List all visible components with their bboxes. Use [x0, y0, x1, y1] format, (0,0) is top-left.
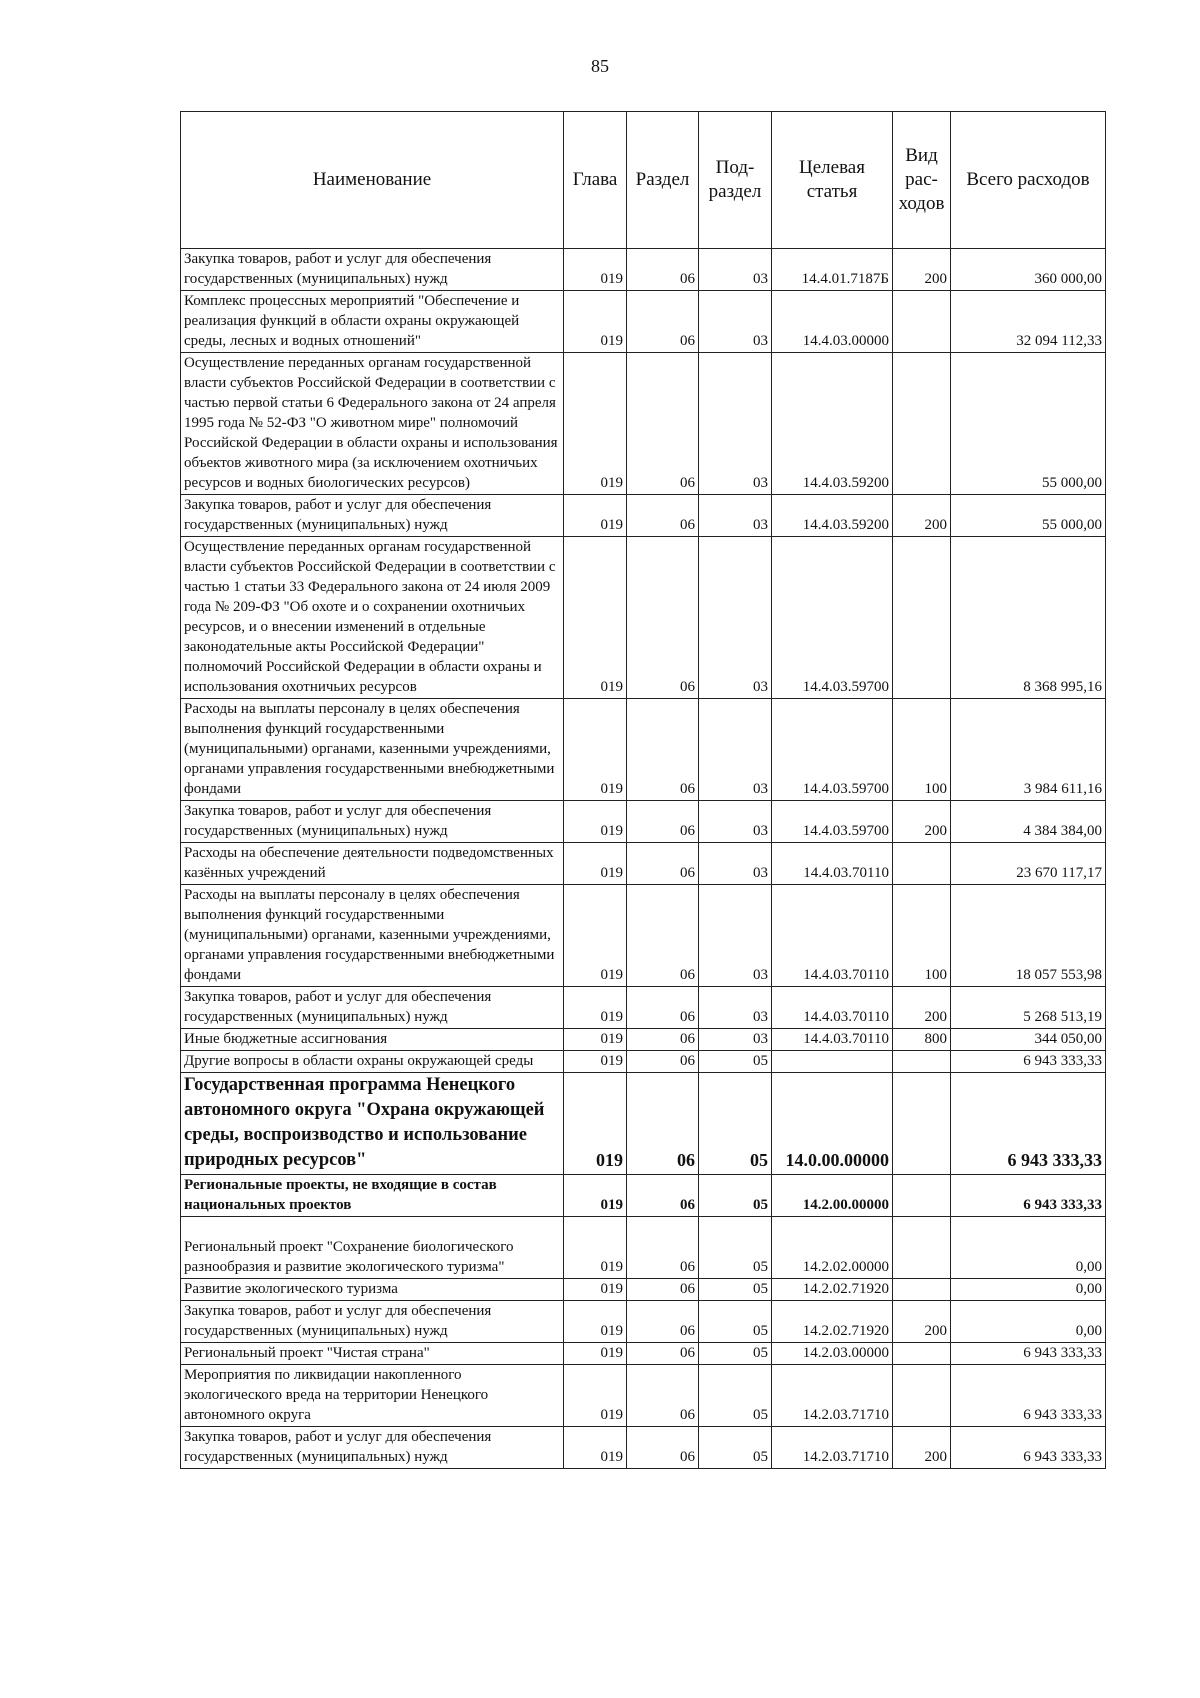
- row-section: 06: [627, 1427, 699, 1469]
- row-chapter: 019: [564, 1051, 627, 1073]
- row-name: Осуществление переданных органам государственной власти субъектов Российской Федерации в соответствии с частью 1 статьи 33 Федерального закона от 24 июля 2009 года № 209-ФЗ "Об охоте и о сохранении охотничьих ресурсов, и о внесении изменений в отдельные законодательные акты Российской Федерации" полномочий Российской Федерации в области охраны и использования охотничьих ресурсов: [181, 537, 564, 699]
- table-row: [181, 1427, 1106, 1469]
- row-section: 06: [627, 1175, 699, 1217]
- row-chapter: 019: [564, 353, 627, 495]
- header-name: Наименование: [181, 112, 564, 249]
- row-subsection: 05: [699, 1073, 772, 1175]
- row-subsection: 05: [699, 1301, 772, 1343]
- row-total: 8 368 995,16: [951, 537, 1106, 699]
- row-total: 6 943 333,33: [951, 1073, 1106, 1175]
- row-section: 06: [627, 987, 699, 1029]
- row-target: 14.2.03.00000: [772, 1343, 893, 1365]
- row-total: 360 000,00: [951, 249, 1106, 291]
- row-total: 18 057 553,98: [951, 885, 1106, 987]
- row-name: Закупка товаров, работ и услуг для обеспечения государственных (муниципальных) нужд: [181, 495, 564, 537]
- row-total: 23 670 117,17: [951, 843, 1106, 885]
- row-kind: 200: [893, 1301, 951, 1343]
- row-subsection: 03: [699, 801, 772, 843]
- row-name: Другие вопросы в области охраны окружающей среды: [181, 1051, 564, 1073]
- row-kind: [893, 1073, 951, 1175]
- row-target: 14.2.02.71920: [772, 1279, 893, 1301]
- row-chapter: 019: [564, 801, 627, 843]
- row-kind: [893, 1343, 951, 1365]
- row-chapter: 019: [564, 1029, 627, 1051]
- row-total: 3 984 611,16: [951, 699, 1106, 801]
- row-name: Развитие экологического туризма: [181, 1279, 564, 1301]
- row-name: Расходы на обеспечение деятельности подведомственных казённых учреждений: [181, 843, 564, 885]
- row-subsection: 03: [699, 699, 772, 801]
- row-target: 14.0.00.00000: [772, 1073, 893, 1175]
- header-kind: Вид рас- ходов: [893, 112, 951, 249]
- row-name: Региональный проект "Чистая страна": [181, 1343, 564, 1365]
- row-chapter: 019: [564, 1175, 627, 1217]
- table-row: [181, 699, 1106, 801]
- row-total: 6 943 333,33: [951, 1427, 1106, 1469]
- row-total: 55 000,00: [951, 353, 1106, 495]
- row-section: 06: [627, 495, 699, 537]
- row-name: Региональный проект "Сохранение биологического разнообразия и развитие экологического туризма": [181, 1217, 564, 1279]
- table-body: [181, 249, 1106, 1469]
- row-section: 06: [627, 843, 699, 885]
- row-subsection: 05: [699, 1217, 772, 1279]
- header-total: Всего расходов: [951, 112, 1106, 249]
- row-section: 06: [627, 885, 699, 987]
- table-row: [181, 843, 1106, 885]
- row-subsection: 03: [699, 987, 772, 1029]
- table-row: [181, 1051, 1106, 1073]
- row-section: 06: [627, 1217, 699, 1279]
- row-chapter: 019: [564, 1365, 627, 1427]
- row-total: 0,00: [951, 1279, 1106, 1301]
- row-section: 06: [627, 1365, 699, 1427]
- page-number: 85: [591, 56, 609, 76]
- row-section: 06: [627, 1073, 699, 1175]
- header-chapter: Глава: [564, 112, 627, 249]
- row-target: 14.2.02.71920: [772, 1301, 893, 1343]
- table-row: [181, 1029, 1106, 1051]
- row-kind: 200: [893, 249, 951, 291]
- row-kind: [893, 843, 951, 885]
- row-chapter: 019: [564, 1343, 627, 1365]
- row-target: 14.4.03.70110: [772, 1029, 893, 1051]
- row-name: Закупка товаров, работ и услуг для обеспечения государственных (муниципальных) нужд: [181, 249, 564, 291]
- row-subsection: 05: [699, 1175, 772, 1217]
- row-chapter: 019: [564, 1301, 627, 1343]
- row-section: 06: [627, 249, 699, 291]
- row-target: 14.4.03.70110: [772, 885, 893, 987]
- row-name: Региональные проекты, не входящие в состав национальных проектов: [181, 1175, 564, 1217]
- row-section: 06: [627, 699, 699, 801]
- row-target: 14.2.03.71710: [772, 1427, 893, 1469]
- header-subsection: Под- раздел: [699, 112, 772, 249]
- row-kind: [893, 1051, 951, 1073]
- row-subsection: 03: [699, 537, 772, 699]
- row-target: 14.4.03.00000: [772, 291, 893, 353]
- table-row: [181, 1217, 1106, 1279]
- row-kind: [893, 537, 951, 699]
- row-section: 06: [627, 1051, 699, 1073]
- row-subsection: 05: [699, 1343, 772, 1365]
- row-kind: [893, 1365, 951, 1427]
- table-row: [181, 1343, 1106, 1365]
- row-chapter: 019: [564, 537, 627, 699]
- row-name: Закупка товаров, работ и услуг для обеспечения государственных (муниципальных) нужд: [181, 1301, 564, 1343]
- row-target: 14.4.01.7187Б: [772, 249, 893, 291]
- row-name: Закупка товаров, работ и услуг для обеспечения государственных (муниципальных) нужд: [181, 1427, 564, 1469]
- row-name: Мероприятия по ликвидации накопленного экологического вреда на территории Ненецкого автономного округа: [181, 1365, 564, 1427]
- table-row: [181, 1301, 1106, 1343]
- row-subsection: 05: [699, 1051, 772, 1073]
- table-row: [181, 537, 1106, 699]
- row-section: 06: [627, 537, 699, 699]
- row-subsection: 05: [699, 1365, 772, 1427]
- row-kind: [893, 291, 951, 353]
- row-total: 6 943 333,33: [951, 1175, 1106, 1217]
- row-subsection: 03: [699, 291, 772, 353]
- row-total: 6 943 333,33: [951, 1343, 1106, 1365]
- row-chapter: 019: [564, 1217, 627, 1279]
- row-target: [772, 1051, 893, 1073]
- row-name: Комплекс процессных мероприятий "Обеспечение и реализация функций в области охраны окружающей среды, лесных и водных отношений": [181, 291, 564, 353]
- table-row: [181, 987, 1106, 1029]
- row-section: 06: [627, 353, 699, 495]
- row-chapter: 019: [564, 291, 627, 353]
- row-target: 14.4.03.70110: [772, 843, 893, 885]
- row-section: 06: [627, 291, 699, 353]
- row-chapter: 019: [564, 1279, 627, 1301]
- row-total: 0,00: [951, 1217, 1106, 1279]
- row-kind: 200: [893, 987, 951, 1029]
- table-row: [181, 1073, 1106, 1175]
- row-section: 06: [627, 1279, 699, 1301]
- row-chapter: 019: [564, 699, 627, 801]
- row-chapter: 019: [564, 843, 627, 885]
- row-chapter: 019: [564, 987, 627, 1029]
- table-row: [181, 1175, 1106, 1217]
- row-subsection: 03: [699, 885, 772, 987]
- table-row: [181, 353, 1106, 495]
- row-target: 14.4.03.59700: [772, 801, 893, 843]
- row-total: 6 943 333,33: [951, 1051, 1106, 1073]
- row-chapter: 019: [564, 249, 627, 291]
- table-row: [181, 1279, 1106, 1301]
- row-target: 14.4.03.59200: [772, 353, 893, 495]
- row-kind: [893, 353, 951, 495]
- row-total: 344 050,00: [951, 1029, 1106, 1051]
- row-section: 06: [627, 1343, 699, 1365]
- row-subsection: 05: [699, 1279, 772, 1301]
- row-subsection: 03: [699, 495, 772, 537]
- row-name: Закупка товаров, работ и услуг для обеспечения государственных (муниципальных) нужд: [181, 801, 564, 843]
- row-section: 06: [627, 1301, 699, 1343]
- row-subsection: 03: [699, 843, 772, 885]
- row-name: Закупка товаров, работ и услуг для обеспечения государственных (муниципальных) нужд: [181, 987, 564, 1029]
- expenditure-table: [180, 111, 1106, 1469]
- table-row: [181, 885, 1106, 987]
- row-kind: 800: [893, 1029, 951, 1051]
- row-target: 14.2.02.00000: [772, 1217, 893, 1279]
- row-kind: [893, 1217, 951, 1279]
- row-name: Государственная программа Ненецкого автономного округа "Охрана окружающей среды, воспроизводство и использование природных ресурсов": [181, 1073, 564, 1175]
- table-row: [181, 249, 1106, 291]
- table-row: [181, 291, 1106, 353]
- row-name: Иные бюджетные ассигнования: [181, 1029, 564, 1051]
- row-section: 06: [627, 1029, 699, 1051]
- row-name: Расходы на выплаты персоналу в целях обеспечения выполнения функций государственными (муниципальными) органами, казенными учреждениями, органами управления государственными внебюджетными фондами: [181, 885, 564, 987]
- header-section: Раздел: [627, 112, 699, 249]
- row-total: 0,00: [951, 1301, 1106, 1343]
- row-kind: 100: [893, 699, 951, 801]
- row-kind: 100: [893, 885, 951, 987]
- row-kind: [893, 1279, 951, 1301]
- row-total: 32 094 112,33: [951, 291, 1106, 353]
- row-total: 6 943 333,33: [951, 1365, 1106, 1427]
- row-section: 06: [627, 801, 699, 843]
- table-header-row: [181, 112, 1106, 249]
- row-target: 14.4.03.70110: [772, 987, 893, 1029]
- row-name: Осуществление переданных органам государственной власти субъектов Российской Федерации в соответствии с частью первой статьи 6 Федерального закона от 24 апреля 1995 года № 52-ФЗ "О животном мире" полномочий Российской Федерации в области охраны и использования объектов животного мира (за исключением охотничьих ресурсов и водных биологических ресурсов): [181, 353, 564, 495]
- row-chapter: 019: [564, 1073, 627, 1175]
- row-target: 14.2.00.00000: [772, 1175, 893, 1217]
- row-name: Расходы на выплаты персоналу в целях обеспечения выполнения функций государственными (муниципальными) органами, казенными учреждениями, органами управления государственными внебюджетными фондами: [181, 699, 564, 801]
- row-kind: 200: [893, 1427, 951, 1469]
- row-total: 55 000,00: [951, 495, 1106, 537]
- row-subsection: 03: [699, 1029, 772, 1051]
- row-subsection: 05: [699, 1427, 772, 1469]
- row-kind: 200: [893, 801, 951, 843]
- table-row: [181, 801, 1106, 843]
- table-row: [181, 1365, 1106, 1427]
- row-chapter: 019: [564, 495, 627, 537]
- header-target: Целевая статья: [772, 112, 893, 249]
- row-subsection: 03: [699, 249, 772, 291]
- row-target: 14.4.03.59200: [772, 495, 893, 537]
- row-chapter: 019: [564, 1427, 627, 1469]
- row-kind: 200: [893, 495, 951, 537]
- table-row: [181, 495, 1106, 537]
- row-subsection: 03: [699, 353, 772, 495]
- row-total: 4 384 384,00: [951, 801, 1106, 843]
- row-kind: [893, 1175, 951, 1217]
- row-total: 5 268 513,19: [951, 987, 1106, 1029]
- row-chapter: 019: [564, 885, 627, 987]
- row-target: 14.2.03.71710: [772, 1365, 893, 1427]
- row-target: 14.4.03.59700: [772, 699, 893, 801]
- row-target: 14.4.03.59700: [772, 537, 893, 699]
